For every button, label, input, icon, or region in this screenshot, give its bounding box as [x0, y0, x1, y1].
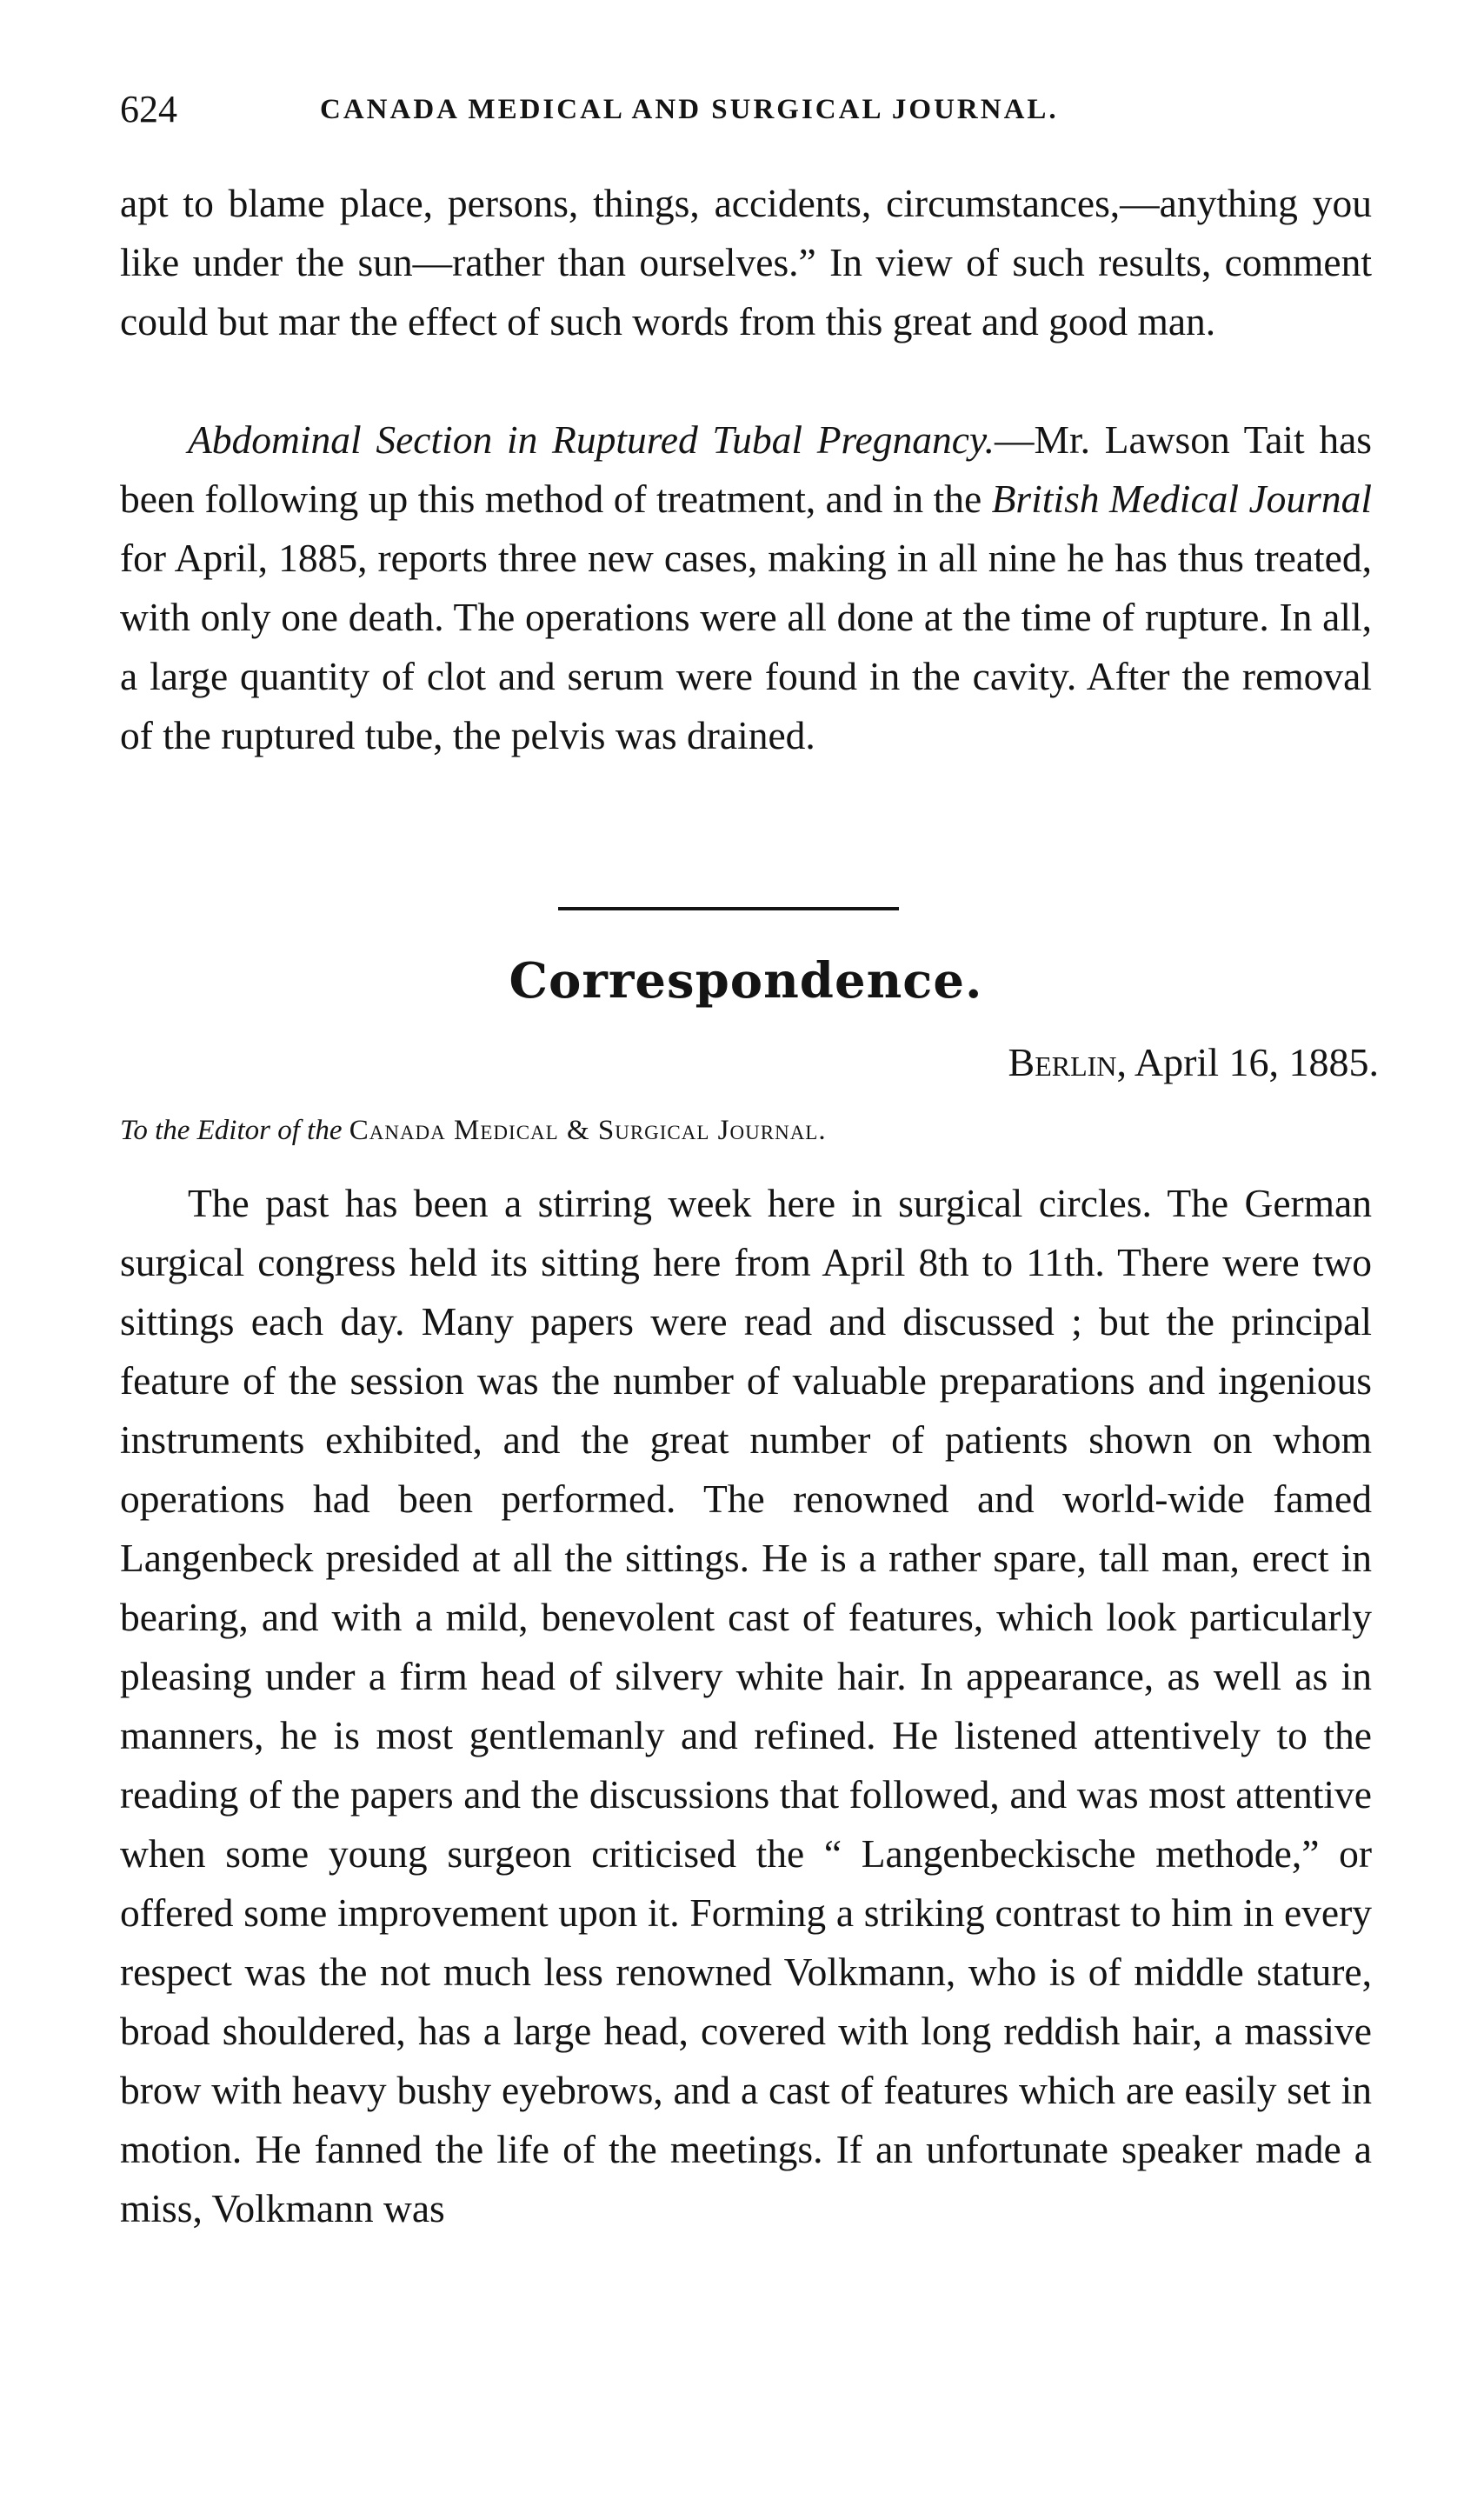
paragraph-letter — [120, 1174, 1372, 2238]
dateline-date: , April 16, 1885. — [1116, 1040, 1379, 1084]
running-head — [120, 83, 1372, 136]
paragraph-tubal-pregnancy — [120, 410, 1372, 765]
section-divider — [558, 907, 899, 910]
journal-citation: British Medical Journal — [991, 477, 1373, 521]
dateline-city: Berlin — [1008, 1040, 1117, 1084]
paragraph-text-part: for April, 1885, reports three new cases, making in all nine he has thus treated, with only one death. The operations were all done at the time of rupture. In all, a large quantity of clot and serum were found in the cavity. After the removal of the ruptured tube, the pelvis was drained. — [120, 536, 1372, 757]
page-number: 624 — [120, 88, 177, 130]
paragraph-continuation — [120, 174, 1372, 351]
salutation-journal: Canada Medical & Surgical Journal. — [349, 1115, 827, 1146]
paragraph-body — [120, 410, 1372, 765]
paragraph-text-part: —Mr. Lawson Tait has been following up this method of treatment, and in the — [120, 417, 1373, 521]
journal-title: CANADA MEDICAL AND SURGICAL JOURNAL. — [320, 94, 1059, 125]
paragraph-text: The past has been a stirring week here in surgical circles. The German surgical congress held its sitting here from April 8th to 11th. There were two sittings each day. Many papers were read and discussed ; but the principal feature of the session was the number of valuable preparations and ingenious instruments exhibited, and the great number of patients shown on whom operations had been performed. The renowned and world-wide famed Langenbeck presided at all the sittings. He is a rather spare, tall man, erect in bearing, and with a mild, benevolent cast of features, which look particularly pleasing under a firm head of silvery white hair. In appearance, as well as in manners, he is most gentlemanly and refined. He listened attentively to the reading of the papers and the discussions that followed, and was most attentive when some young surgeon criticised the “ Langenbeckische methode,” or offered some improvement upon it. Forming a striking contrast to him in every respect was the not much less renowned Volkmann, who is of middle stature, broad shouldered, has a large head, covered with long reddish hair, a massive brow with heavy bushy eyebrows, and a cast of features which are easily set in motion. He fanned the life of the meetings. If an unfortunate speaker made a miss, Volkmann was — [120, 1181, 1372, 2230]
section-heading: Correspondence. — [509, 952, 983, 1010]
salutation-text: To the Editor of the — [120, 1115, 343, 1146]
dateline — [1008, 1035, 1379, 1090]
article-title: Abdominal Section in Ruptured Tubal Pregnancy. — [188, 417, 995, 462]
paragraph-text: apt to blame place, persons, things, accidents, circumstances,—anything you like under the sun—rather than ourselves.” In view of such results, comment could but mar the effect of such words from this great and good man. — [120, 181, 1372, 343]
salutation — [120, 1110, 1372, 1151]
